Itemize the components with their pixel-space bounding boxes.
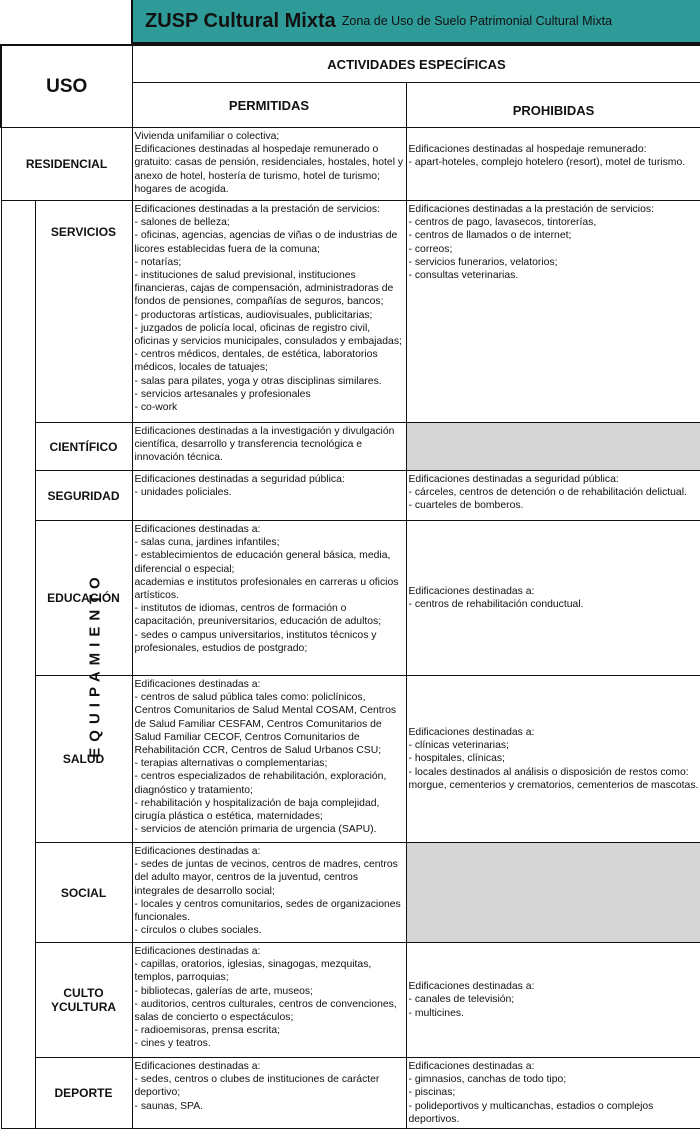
text-line: - sedes, centros o clubes de instituciones de carácter deportivo;: [134, 1074, 380, 1099]
text-line: Edificaciones destinadas a la prestación de servicios:: [408, 204, 654, 215]
text-line: Edificaciones destinadas a la prestación de servicios:: [134, 204, 380, 215]
row-label-residencial: RESIDENCIAL: [1, 128, 132, 201]
text-line: hogares de acogida.: [134, 183, 229, 195]
text-line: Edificaciones destinadas a:: [134, 946, 261, 957]
text-line: - polideportivos y multicanchas, estadios o complejos deportivos.: [408, 1100, 654, 1125]
text-line: - auditorios, centros culturales, centros de convenciones, salas de concierto o espectáculos;: [134, 998, 397, 1024]
row-label-servicios: SERVICIOS: [35, 201, 132, 423]
text-line: - locales y centros comunitarios, sedes de organizaciones funcionales.: [134, 898, 401, 924]
text-line: academias e institutos profesionales en carreras u oficios artísticos.: [134, 576, 399, 602]
text-line: Edificaciones destinadas a:: [408, 981, 535, 993]
servicios-prohibidas: [406, 201, 700, 423]
row-residencial: [1, 128, 700, 201]
text-line: Edificaciones destinadas a seguridad pública:: [134, 474, 345, 485]
residencial-permitidas: [132, 128, 406, 201]
text-line: - gimnasios, canchas de todo tipo;: [408, 1074, 567, 1086]
uses-table: [0, 44, 700, 1129]
text-line: - sedes o campus universitarios, institutos técnicos y profesionales, estudios de postgrado;: [134, 629, 377, 654]
deporte-permitidas: [132, 1058, 406, 1129]
text-line: - apart-hoteles, complejo hotelero (resort), motel de turismo.: [408, 157, 686, 169]
text-line: Edificaciones destinadas a:: [408, 726, 535, 738]
row-label-line: CULTURA: [58, 1000, 117, 1014]
text-line: - servicios funerarios, velatorios;: [408, 256, 558, 268]
header-permitidas: PERMITIDAS: [132, 83, 406, 128]
text-line: - cárceles, centros de detención o de rehabilitación delictual.: [408, 487, 687, 499]
social-prohibidas: [406, 843, 700, 943]
row-cientifico: [1, 423, 700, 471]
text-line: Vivienda unifamiliar o colectiva;: [134, 131, 280, 142]
text-line: - sedes de juntas de vecinos, centros de madres, centros del adulto mayor, centros de la juventud, centros integrales de desarrollo social;: [134, 859, 398, 897]
row-label-culto-y-cultura: [35, 943, 132, 1058]
header-row-1: [1, 45, 700, 83]
text-line: - correos;: [408, 243, 453, 255]
text-line: Edificaciones destinadas al hospedaje remunerado:: [408, 144, 647, 155]
header-prohibidas: PROHIBIDAS: [406, 83, 700, 128]
social-permitidas: [132, 843, 406, 943]
row-educacion: [1, 521, 700, 676]
text-line: - notarías;: [134, 256, 182, 268]
row-deporte: [1, 1058, 700, 1129]
text-line: Edificaciones destinadas a:: [408, 1061, 535, 1072]
culto-y-cultura-permitidas: [132, 943, 406, 1058]
culto-y-cultura-prohibidas: [406, 943, 700, 1058]
servicios-permitidas: [132, 201, 406, 423]
row-seguridad: [1, 471, 700, 521]
text-line: - instituciones de salud previsional, instituciones financieras, cajas de compensación, administradoras de fondos de pensiones, compañías de seguros, bancos;: [134, 270, 394, 308]
text-line: - centros de llamados o de internet;: [408, 230, 572, 242]
text-line: - cuarteles de bomberos.: [408, 500, 524, 512]
text-line: - terapias alternativas o complementarias;: [134, 758, 328, 770]
text-line: Edificaciones destinadas a:: [134, 846, 261, 857]
residencial-prohibidas: [406, 128, 700, 201]
document-title: ZUSP Cultural Mixta: [145, 9, 336, 32]
text-line: - cines y teatros.: [134, 1038, 211, 1050]
text-line: - institutos de idiomas, centros de formación o capacitación, preuniversitarios, educación de adultos;: [134, 603, 382, 628]
row-social: [1, 843, 700, 943]
row-label-seguridad: SEGURIDAD: [35, 471, 132, 521]
text-line: - radioemisoras, prensa escrita;: [134, 1025, 281, 1037]
text-line: - salas para pilates, yoga y otras disciplinas similares.: [134, 375, 382, 387]
text-line: Edificaciones destinadas a:: [134, 524, 261, 535]
text-line: - centros médicos, dentales, de estética, laboratorios médicos, locales de tatuajes;: [134, 349, 378, 374]
text-line: - círculos o clubes sociales.: [134, 925, 262, 937]
salud-prohibidas: [406, 676, 700, 843]
row-label-educacion: EDUCACIÓN: [35, 521, 132, 676]
text-line: - saunas, SPA.: [134, 1100, 204, 1112]
text-line: - servicios artesanales y profesionales: [134, 388, 311, 400]
seguridad-permitidas: [132, 471, 406, 521]
text-line: Edificaciones destinadas a:: [134, 679, 261, 690]
text-line: Edificaciones destinadas a:: [408, 585, 535, 597]
document-subtitle: Zona de Uso de Suelo Patrimonial Cultural Mixta: [341, 14, 613, 28]
text-line: - capillas, oratorios, iglesias, sinagogas, mezquitas, templos, parroquias;: [134, 959, 372, 984]
text-line: - co-work: [134, 402, 178, 414]
text-line: - salones de belleza;: [134, 217, 230, 229]
text-line: Edificaciones destinadas al hospedaje remunerado o gratuito: casas de pensión, residenciales, hostales, hotel y anexo de hotel, hostería de turismo, hotel de turismo;: [134, 144, 404, 182]
text-line: - productoras artísticas, audiovisuales, publicitarias;: [134, 309, 373, 321]
text-line: - centros especializados de rehabilitación, exploración, diagnóstico y tratamiento;: [134, 771, 387, 796]
text-line: Edificaciones destinadas a seguridad pública:: [408, 474, 619, 485]
seguridad-prohibidas: [406, 471, 700, 521]
text-line: - centros de pago, lavasecos, tintorerías,: [408, 217, 597, 229]
text-line: - unidades policiales.: [134, 487, 232, 499]
row-servicios: [1, 201, 700, 423]
salud-permitidas: [132, 676, 406, 843]
educacion-permitidas: [132, 521, 406, 676]
text-line: - servicios de atención primaria de urgencia (SAPU).: [134, 824, 377, 836]
text-line: - hospitales, clínicas;: [408, 753, 505, 765]
text-line: - canales de televisión;: [408, 994, 515, 1006]
row-culto-y-cultura: [1, 943, 700, 1058]
row-salud: [1, 676, 700, 843]
text-line: - rehabilitación y hospitalización de baja complejidad, cirugía plástica o estética, maternidades;: [134, 797, 380, 823]
deporte-prohibidas: [406, 1058, 700, 1129]
text-line: - centros de salud pública tales como: policlínicos, Centros Comunitarios de Salud Mental COSAM, Centros de Salud Familiar CESFAM, Centros Comunitarios de Salud Familiar CECOF, Centros Comunitarios de Rehabilitación CCR, Centros de Salud Urbanos CSU;: [134, 692, 397, 757]
header-actividades: ACTIVIDADES ESPECÍFICAS: [132, 45, 700, 83]
row-label-social: SOCIAL: [35, 843, 132, 943]
text-line: - piscinas;: [408, 1087, 456, 1099]
text-line: - salas cuna, jardines infantiles;: [134, 537, 280, 549]
cientifico-prohibidas: [406, 423, 700, 471]
text-line: - centros de rehabilitación conductual.: [408, 599, 584, 610]
text-line: - locales destinados al análisis o disposición de restos como: morgue, cementerios y crematorios, cementerios de mascotas.: [408, 766, 699, 791]
text-line: Edificaciones destinadas a la investigación y divulgación científica, desarrollo y transferencia tecnológica e innovación técnica.: [134, 426, 395, 464]
row-label-salud: SALUD: [35, 676, 132, 843]
text-line: - bibliotecas, galerías de arte, museos;: [134, 985, 313, 997]
text-line: - juzgados de policía local, oficinas de registro civil, oficinas y servicios municipales, consulados y embajadas;: [134, 322, 402, 348]
row-label-deporte: DEPORTE: [35, 1058, 132, 1129]
text-line: - consultas veterinarias.: [408, 270, 519, 282]
cientifico-permitidas: [132, 423, 406, 471]
text-line: - oficinas, agencias, agencias de viñas o de industrias de licores establecidas fuera de la comuna;: [134, 230, 398, 255]
educacion-prohibidas: [406, 521, 700, 676]
row-label-line: CULTO Y: [50, 986, 104, 1014]
text-line: - establecimientos de educación general básica, media, diferencial o especial;: [134, 550, 391, 575]
row-label-cientifico: CIENTÍFICO: [35, 423, 132, 471]
header-uso: USO: [1, 45, 132, 128]
text-line: - multicines.: [408, 1007, 464, 1019]
document-title-bar: [131, 0, 700, 44]
text-line: Edificaciones destinadas a:: [134, 1061, 261, 1072]
text-line: - clínicas veterinarias;: [408, 740, 509, 752]
equipamiento-text: EQUIPAMIENTO: [86, 571, 104, 758]
